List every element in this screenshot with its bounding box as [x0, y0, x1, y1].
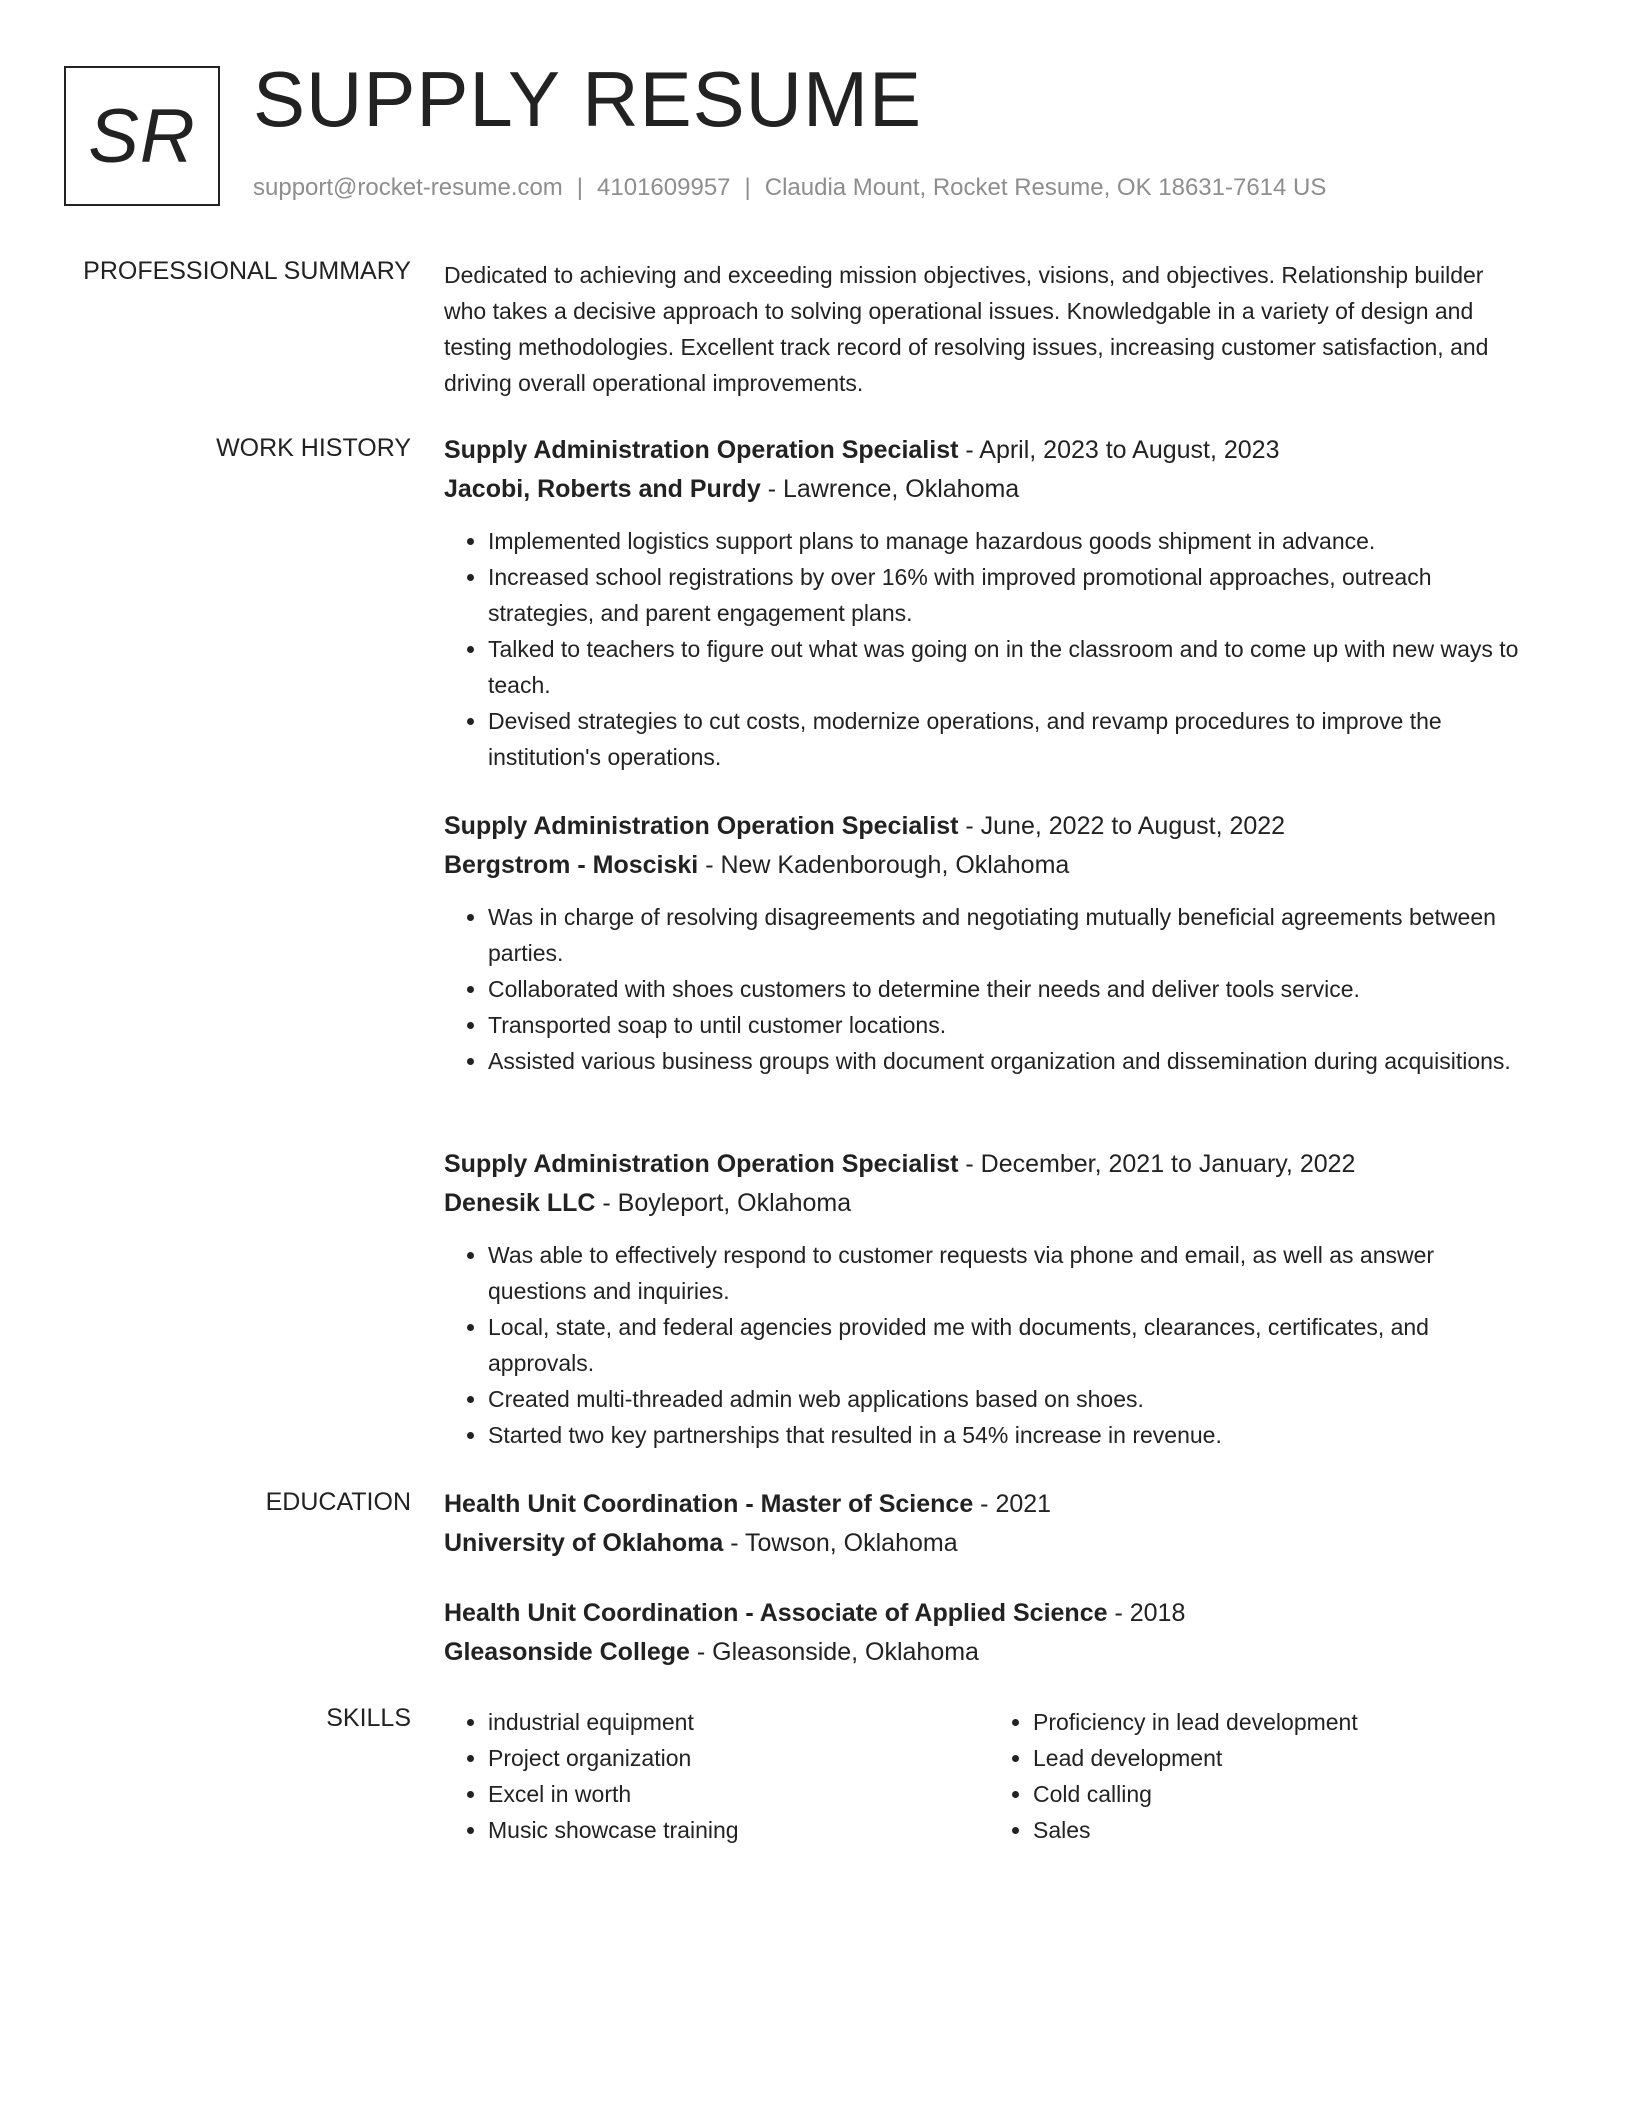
job-title-line [444, 807, 1524, 845]
job-title: Supply Administration Operation Specialist [444, 812, 959, 840]
skill-item: • Cold calling [1033, 1776, 1509, 1812]
contact-separator: | [744, 174, 751, 201]
job-bullets [444, 899, 1524, 1079]
skills-list [444, 1704, 1524, 1854]
degree-year: - 2021 [973, 1490, 1052, 1518]
job-company: Bergstrom - Mosciski [444, 851, 699, 879]
monogram-logo [64, 66, 220, 206]
resume-name: SUPPLY RESUME [253, 55, 922, 143]
job-bullet: • Implemented logistics support plans to manage hazardous goods shipment in advance. [488, 523, 1524, 559]
degree-line [444, 1485, 1524, 1523]
job-dates: - April, 2023 to August, 2023 [958, 436, 1280, 464]
skill-item: • Project organization [488, 1740, 964, 1776]
skill-item: • Sales [1033, 1812, 1509, 1848]
job-entry [444, 807, 1524, 1079]
job-bullet: • Collaborated with shoes customers to determine their needs and deliver tools service. [488, 971, 1524, 1007]
school-name: University of Oklahoma [444, 1529, 724, 1557]
education-heading: EDUCATION [265, 1488, 411, 1516]
monogram-initials: SR [88, 93, 196, 179]
job-dates: - December, 2021 to January, 2022 [958, 1150, 1356, 1178]
job-dates: - June, 2022 to August, 2022 [958, 812, 1286, 840]
degree-line [444, 1594, 1524, 1632]
job-company: Jacobi, Roberts and Purdy [444, 475, 761, 503]
skill-item: • Music showcase training [488, 1812, 964, 1848]
skills-column-left [444, 1704, 964, 1848]
job-title: Supply Administration Operation Specialist [444, 436, 959, 464]
job-bullets [444, 1237, 1524, 1453]
school-name: Gleasonside College [444, 1638, 690, 1666]
job-bullet: • Assisted various business groups with document organization and dissemination during acquisitions. [488, 1043, 1524, 1079]
contact-address: Claudia Mount, Rocket Resume, OK 18631-7614 US [764, 174, 1327, 201]
job-title-line [444, 1145, 1524, 1183]
job-bullet: • Talked to teachers to figure out what was going on in the classroom and to come up with new ways to teach. [488, 631, 1524, 703]
school-line [444, 1632, 1524, 1672]
job-location: - Lawrence, Oklahoma [760, 475, 1020, 503]
job-bullet: • Local, state, and federal agencies provided me with documents, clearances, certificates, and approvals. [488, 1309, 1524, 1381]
job-company-line [444, 469, 1524, 509]
job-bullet: • Started two key partnerships that resulted in a 54% increase in revenue. [488, 1417, 1524, 1453]
education-entry [444, 1485, 1524, 1563]
skill-item: • Proficiency in lead development [1033, 1704, 1509, 1740]
summary-text: Dedicated to achieving and exceeding mission objectives, visions, and objectives. Relationship builder who takes a decisive approach to solving operational issues. Knowledgable in a variety of design and testing methodologies. Excellent track record of resolving issues, increasing customer satisfaction, and driving overall operational improvements. [444, 262, 1489, 396]
job-bullet: • Transported soap to until customer locations. [488, 1007, 1524, 1043]
degree-year: - 2018 [1107, 1599, 1186, 1627]
contact-line [253, 174, 1326, 202]
skill-item: • Lead development [1033, 1740, 1509, 1776]
skills-heading: SKILLS [326, 1704, 411, 1732]
job-entry [444, 431, 1524, 775]
job-location: - Boyleport, Oklahoma [595, 1189, 852, 1217]
job-title-line [444, 431, 1524, 469]
work-history-heading: WORK HISTORY [216, 434, 411, 462]
job-company-line [444, 845, 1524, 885]
skill-item: • industrial equipment [488, 1704, 964, 1740]
job-location: - New Kadenborough, Oklahoma [698, 851, 1070, 879]
contact-separator: | [576, 174, 584, 201]
skill-item: • Excel in worth [488, 1776, 964, 1812]
job-entry [444, 1145, 1524, 1453]
summary-heading: PROFESSIONAL SUMMARY [83, 257, 411, 285]
job-bullet: • Was in charge of resolving disagreements and negotiating mutually beneficial agreements between parties. [488, 899, 1524, 971]
job-company: Denesik LLC [444, 1189, 596, 1217]
job-bullet: • Devised strategies to cut costs, modernize operations, and revamp procedures to improve the institution's operations. [488, 703, 1524, 775]
job-bullet: • Was able to effectively respond to customer requests via phone and email, as well as answer questions and inquiries. [488, 1237, 1524, 1309]
job-company-line [444, 1183, 1524, 1223]
job-title: Supply Administration Operation Specialist [444, 1150, 959, 1178]
school-location: - Towson, Oklahoma [723, 1529, 958, 1557]
contact-email[interactable]: support@rocket-resume.com [253, 174, 563, 201]
skills-column-right [989, 1704, 1509, 1848]
school-location: - Gleasonside, Oklahoma [689, 1638, 979, 1666]
job-bullet: • Increased school registrations by over 16% with improved promotional approaches, outreach strategies, and parent engagement plans. [488, 559, 1524, 631]
job-bullets [444, 523, 1524, 775]
contact-phone[interactable]: 4101609957 [597, 174, 731, 201]
degree-name: Health Unit Coordination - Associate of Applied Science [444, 1599, 1108, 1627]
job-bullet: • Created multi-threaded admin web applications based on shoes. [488, 1381, 1524, 1417]
degree-name: Health Unit Coordination - Master of Science [444, 1490, 974, 1518]
education-entry [444, 1594, 1524, 1672]
school-line [444, 1523, 1524, 1563]
